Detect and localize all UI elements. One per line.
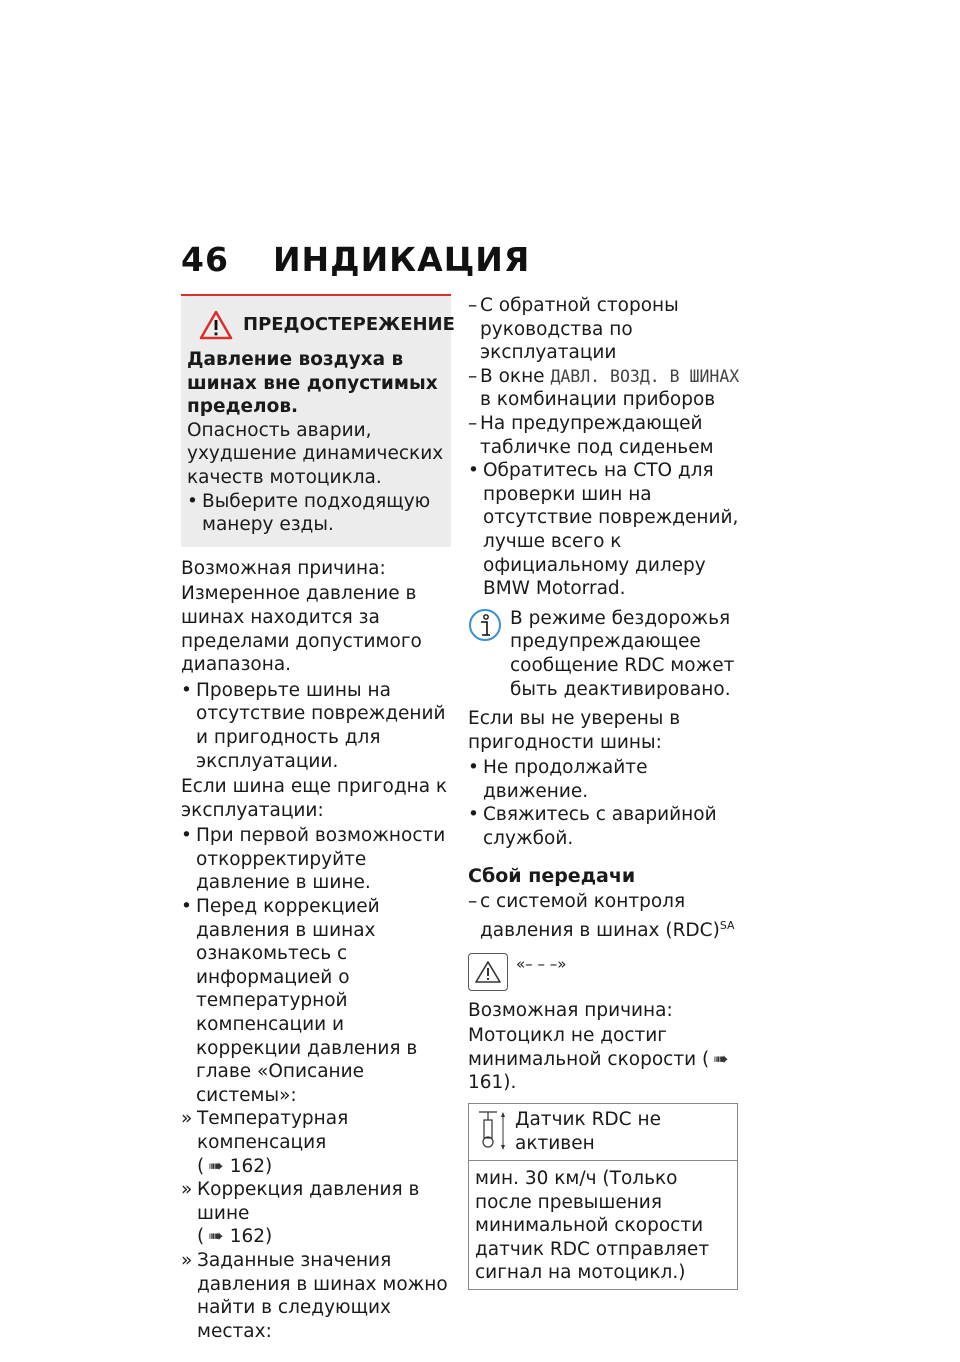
rdc-info-table	[468, 1103, 738, 1290]
bullet-stop-driving: • Не продолжайте движение.	[468, 757, 648, 802]
warning-triangle-icon	[474, 960, 502, 984]
section-title: Сбой передачи	[468, 864, 636, 887]
warning-text: Опасность аварии, ухудшение динамических качеств мотоцикла.	[187, 419, 444, 488]
warning-box	[181, 294, 455, 547]
page-reference-arrow-icon: ➠	[713, 1048, 729, 1070]
table-header	[469, 1104, 737, 1161]
symbol-row	[468, 953, 740, 991]
warning-bold-text: Давление воздуха в шинах вне допустимых пределов.	[187, 349, 438, 418]
dash-warning-label: – На предупреждающей табличке под сиденьем	[468, 412, 714, 458]
left-column	[181, 294, 455, 1343]
display-symbol-text: «– – –»	[516, 954, 567, 973]
warning-title	[199, 310, 455, 340]
display-window-name: ДАВЛ. ВОЗД. В ШИНАХ	[550, 366, 740, 386]
dash-rear-of-manual: – С обратной стороны руководства по эксплуатации	[468, 295, 679, 364]
bullet-contact-workshop: • Обратитесь на СТО для проверки шин на отсутствие повреждений, лучше всего к официальному дилеру BMW Motorrad.	[468, 460, 739, 600]
bullet-check-tires: • Проверьте шины на отсутствие повреждений и пригодность для эксплуатации.	[181, 679, 446, 772]
tire-sensor-icon	[475, 1108, 509, 1152]
page-number: 46	[181, 240, 229, 279]
bullet-call-breakdown: • Свяжитесь с аварийной службой.	[468, 804, 717, 850]
warning-triangle-icon	[199, 310, 233, 340]
cause-text: Измеренное давление в шинах находится за пределами допустимого диапазона.	[181, 583, 422, 676]
table-header-text: Датчик RDC не активен	[515, 1108, 661, 1154]
general-warning-symbol	[468, 953, 508, 991]
page-header	[181, 240, 530, 279]
info-note	[468, 607, 740, 701]
right-column	[468, 294, 740, 1290]
if-ok-text: Если шина еще пригодна к эксплуатации:	[181, 776, 448, 821]
info-icon	[468, 607, 502, 647]
page-reference-arrow-icon: ➠	[208, 1155, 224, 1177]
bullet-correct-pressure: • При первой возможности откорректируйте давление в шине.	[181, 825, 446, 894]
warning-bullet: • Выберите подходящую манеру езды.	[187, 490, 431, 536]
warning-label: ПРЕДОСТЕРЕЖЕНИЕ	[243, 314, 455, 336]
unsure-text: Если вы не уверены в пригодности шины:	[468, 708, 681, 753]
sa-superscript: SA	[719, 918, 735, 932]
cause-label: Возможная причина:	[181, 557, 386, 579]
cause-page-ref[interactable]: 161).	[468, 1072, 517, 1094]
cause-label-2: Возможная причина:	[468, 999, 673, 1021]
info-text: В режиме бездорожья предупреждающее сообщение RDC может быть деактивировано.	[510, 607, 735, 700]
bullet-before-correction: • Перед коррекцией давления в шинах ознакомьтесь с информацией о температурной компенсации и коррекции давления в главе «Описание системы»:	[181, 896, 418, 1106]
section-dash: – с системой контроля давления в шинах (RDC)$^{SA}$	[468, 891, 735, 941]
cause-text-2: Мотоцикл не достиг минимальной скорости ( ➠161).	[468, 1025, 729, 1094]
chapter-title: ИНДИКАЦИЯ	[272, 240, 531, 279]
ref-temperature-compensation[interactable]: » Температурная компенсация ( ➠ 162)	[181, 1108, 349, 1177]
dash-instrument-window: – В окне ДАВЛ. ВОЗД. В ШИНАХ в комбинации приборов	[468, 365, 740, 411]
page-reference-arrow-icon: ➠	[208, 1226, 224, 1248]
ref-nominal-values: » Заданные значения давления в шинах можно найти в следующих местах:	[181, 1249, 448, 1342]
ref-pressure-correction[interactable]: » Коррекция давления в шине ( ➠ 162)	[181, 1179, 420, 1248]
table-body: мин. 30 км/ч (Только после превышения минимальной скорости датчик RDC отправляет сигнал на мотоцикл.)	[475, 1167, 710, 1284]
